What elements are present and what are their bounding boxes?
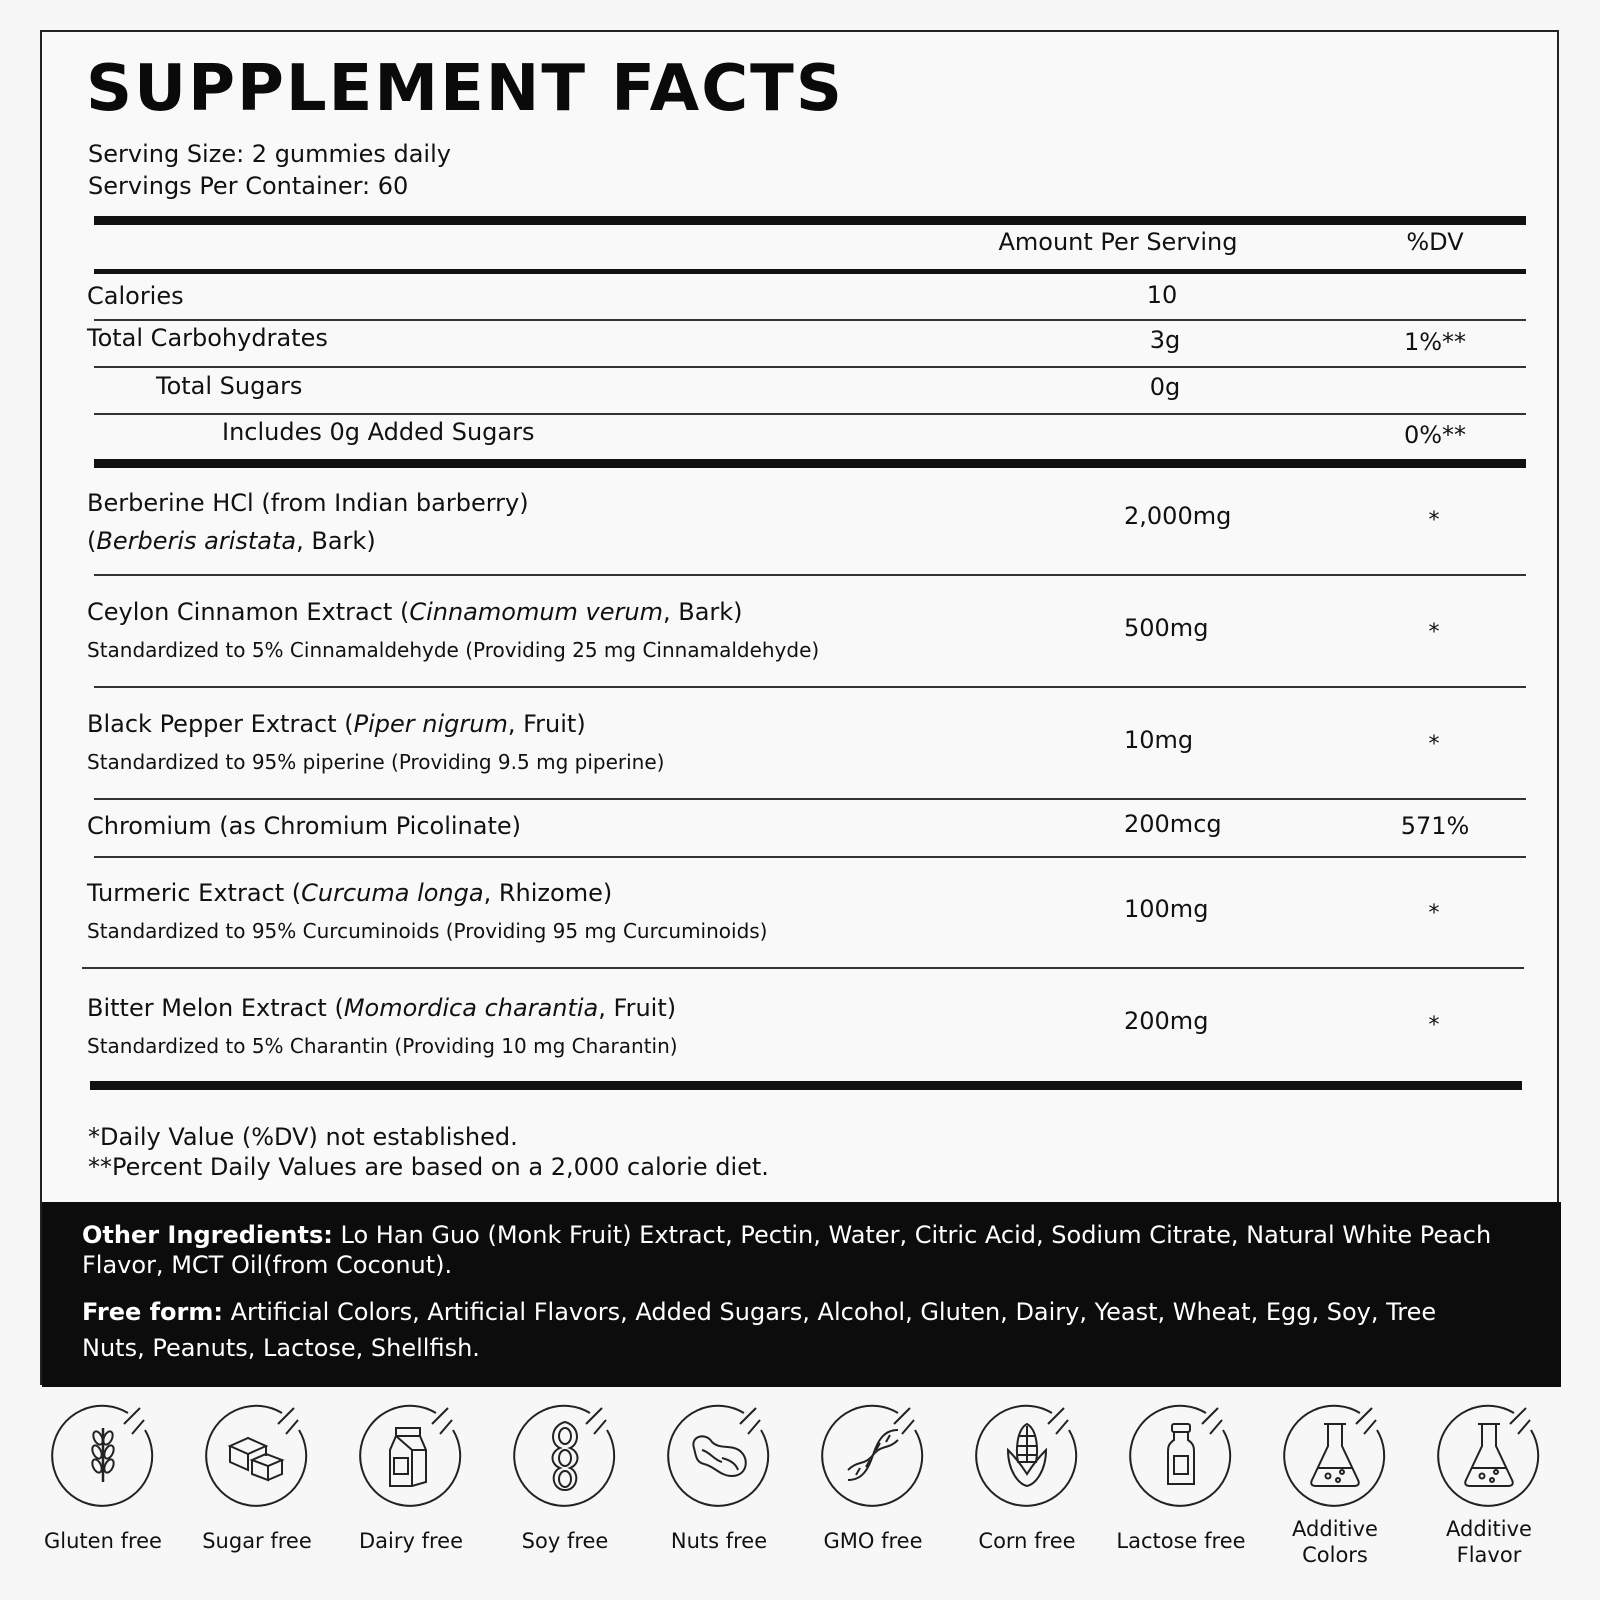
ingredient-amount: 100mg <box>1124 895 1209 923</box>
latin-name: Piper nigrum <box>353 710 508 738</box>
badge-nuts-free <box>644 1400 794 1554</box>
peanut-icon <box>664 1400 774 1510</box>
sugar-cubes-icon <box>202 1400 312 1510</box>
ingredient-dv: * <box>1428 1013 1440 1038</box>
badge-label: Gluten free <box>44 1529 162 1553</box>
soybean-pod-icon <box>510 1400 620 1510</box>
flask-icon <box>1280 1400 1390 1510</box>
milk-bottle-icon <box>1126 1400 1236 1510</box>
dna-icon <box>818 1400 928 1510</box>
other-ingredients: Other Ingredients: Lo Han Guo (Monk Fruit) Extract, Pectin, Water, Citric Acid, Sodium Citrate, Natural White Peach Flavor, MCT Oil(from Coconut). <box>82 1221 1492 1279</box>
milk-carton-icon <box>356 1400 466 1510</box>
badge-soy-free <box>490 1400 640 1554</box>
latin-name: Curcuma longa <box>301 879 484 907</box>
divider-thick <box>90 1081 1522 1090</box>
ingredient-dv: * <box>1428 901 1440 926</box>
free-from-badges <box>0 1400 1600 1600</box>
ingredient-amount: 200mcg <box>1124 810 1222 838</box>
column-header-amount: Amount Per Serving <box>998 228 1238 256</box>
ingredient-amount: 500mg <box>1124 614 1209 642</box>
badge-additive-colors <box>1260 1400 1410 1568</box>
footnote-calorie: **Percent Daily Values are based on a 2,000 calorie diet. <box>88 1153 769 1181</box>
badge-corn-free <box>952 1400 1102 1554</box>
badge-gmo-free <box>798 1400 948 1554</box>
ingredient-amount: 200mg <box>1124 1007 1209 1035</box>
latin-name: Berberis aristata <box>96 527 297 555</box>
ingredient-name: Ceylon Cinnamon Extract (Cinnamomum verum, Bark) <box>87 598 743 626</box>
latin-name: Cinnamomum verum <box>409 598 663 626</box>
divider-thin <box>94 366 1526 368</box>
ingredient-name: Turmeric Extract (Curcuma longa, Rhizome) <box>87 879 613 907</box>
ingredients-info-box <box>42 1202 1561 1387</box>
badge-label: Additive Flavor <box>1446 1517 1532 1567</box>
free-form: Free form: Artificial Colors, Artificial Flavors, Added Sugars, Alcohol, Gluten, Dairy, Yeast, Wheat, Egg, Soy, Tree Nuts, Peanuts, Lactose, Shellfish. <box>82 1298 1437 1362</box>
nutrient-amount: 3g <box>1149 326 1181 354</box>
badge-gluten-free <box>28 1400 178 1554</box>
ingredient-name: Black Pepper Extract (Piper nigrum, Fruit) <box>87 710 586 738</box>
nutrient-dv: 1%** <box>1403 328 1467 356</box>
ingredient-standardization: Standardized to 95% Curcuminoids (Providing 95 mg Curcuminoids) <box>87 919 768 943</box>
ingredient-standardization: Standardized to 5% Charantin (Providing 10 mg Charantin) <box>87 1034 678 1058</box>
nutrient-name: Calories <box>87 282 184 310</box>
ingredient-standardization: Standardized to 5% Cinnamaldehyde (Providing 25 mg Cinnamaldehyde) <box>87 638 820 662</box>
page-title: SUPPLEMENT FACTS <box>86 52 844 126</box>
divider-thin <box>94 856 1526 858</box>
divider-thin <box>94 413 1526 415</box>
wheat-icon <box>48 1400 158 1510</box>
ingredient-amount: 2,000mg <box>1124 502 1232 530</box>
ingredient-standardization: Standardized to 95% piperine (Providing 9.5 mg piperine) <box>87 750 665 774</box>
badge-label: Additive Colors <box>1292 1517 1378 1567</box>
badge-additive-flavor <box>1414 1400 1564 1568</box>
divider-thin <box>82 967 1524 969</box>
divider-medium <box>94 269 1526 274</box>
serving-info <box>88 138 451 202</box>
badge-lactose-free <box>1106 1400 1256 1554</box>
divider-thick <box>94 216 1526 225</box>
badge-sugar-free <box>182 1400 332 1554</box>
badge-label: Corn free <box>978 1529 1076 1553</box>
divider-thin <box>94 319 1526 321</box>
divider-thin <box>94 574 1526 576</box>
divider-thin <box>94 798 1526 800</box>
nutrient-amount: 10 <box>1146 281 1178 309</box>
ingredient-amount: 10mg <box>1124 726 1194 754</box>
badge-dairy-free <box>336 1400 486 1554</box>
ingredient-name: Berberine HCl (from Indian barberry) (Berberis aristata, Bark) <box>87 489 529 555</box>
column-header-dv: %DV <box>1406 228 1464 256</box>
flask-icon <box>1434 1400 1544 1510</box>
badge-label: Sugar free <box>202 1529 312 1553</box>
nutrient-dv: 0%** <box>1403 421 1467 449</box>
badge-label: Lactose free <box>1116 1529 1246 1553</box>
supplement-facts-panel <box>40 30 1559 1385</box>
ingredient-dv: 571% <box>1400 812 1470 840</box>
nutrient-amount: 0g <box>1149 373 1181 401</box>
badge-label: Soy free <box>521 1529 609 1553</box>
badge-label: Dairy free <box>358 1529 463 1553</box>
latin-name: Momordica charantia <box>343 994 599 1022</box>
badge-label: Nuts free <box>670 1529 768 1553</box>
serving-size: Serving Size: 2 gummies daily <box>88 140 451 168</box>
ingredient-name: Chromium (as Chromium Picolinate) <box>87 812 522 840</box>
divider-thick <box>94 459 1526 468</box>
servings-per-container: Servings Per Container: 60 <box>88 172 409 200</box>
ingredient-name: Bitter Melon Extract (Momordica charantia, Fruit) <box>87 994 677 1022</box>
ingredient-dv: * <box>1428 508 1440 533</box>
nutrient-name: Total Sugars <box>156 372 303 400</box>
footnote-dv: *Daily Value (%DV) not established. <box>88 1123 518 1151</box>
badge-label: GMO free <box>823 1529 923 1553</box>
divider-thin <box>94 686 1526 688</box>
ingredient-dv: * <box>1428 732 1440 757</box>
nutrient-name: Includes 0g Added Sugars <box>222 418 535 446</box>
corn-icon <box>972 1400 1082 1510</box>
footnotes <box>88 1122 769 1182</box>
nutrient-name: Total Carbohydrates <box>87 324 328 352</box>
ingredient-dv: * <box>1428 620 1440 645</box>
